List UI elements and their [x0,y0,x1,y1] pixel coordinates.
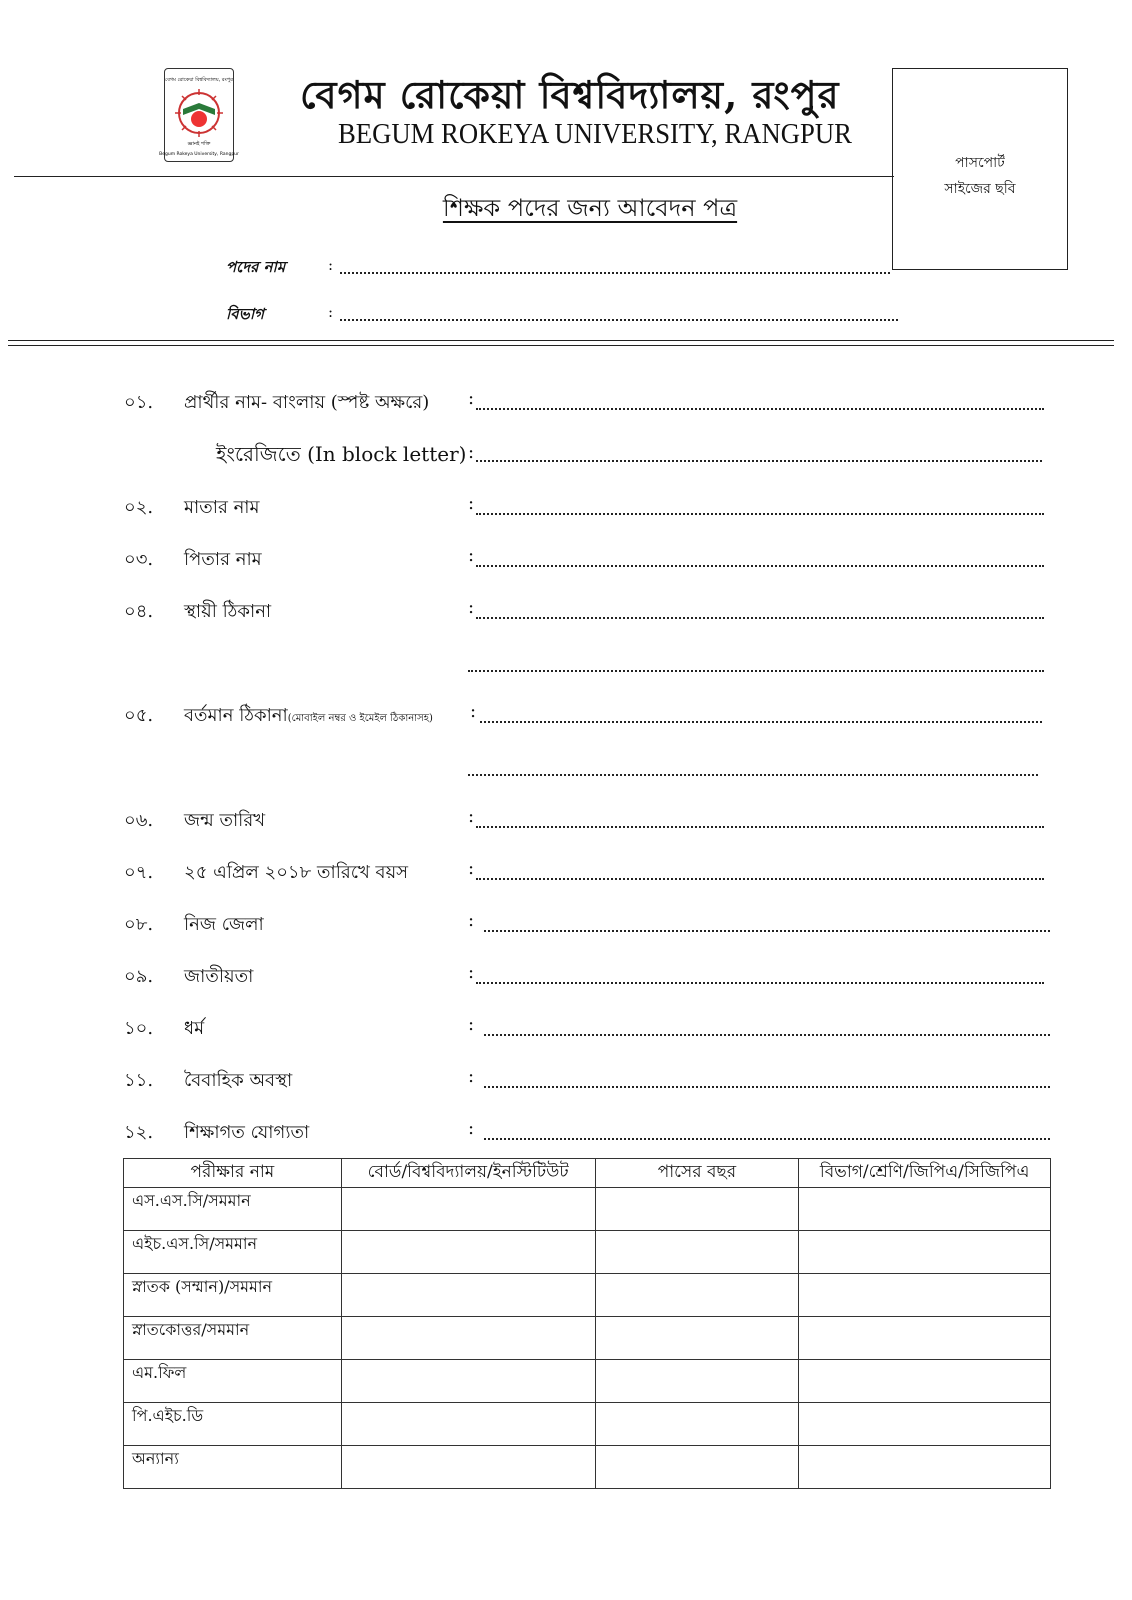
exam-name-cell: স্নাতক (সম্মান)/সমমান [124,1274,342,1317]
present-address-label-main: বর্তমান ঠিকানা [184,705,288,726]
row-colon: : [468,962,475,983]
table-row [124,1360,1051,1403]
board-cell[interactable] [341,1274,595,1317]
row-colon: : [468,1014,475,1035]
marital-status-label: বৈবাহিক অবস্থা [184,1070,293,1091]
present-address-label [184,701,433,732]
logo-top-text: বেগম রোকেয়া বিশ্ববিদ্যালয়, রংপুর [165,77,233,83]
row-number: ১০. [124,1018,154,1039]
section-divider-bottom [8,345,1114,346]
applicant-name-bn-label: প্রার্থীর নাম- বাংলায় (স্পষ্ট অক্ষরে) [184,392,430,413]
education-field[interactable] [484,1138,1050,1140]
row-number: ১২. [124,1122,154,1143]
post-name-label: পদের নাম [226,258,286,276]
table-row [124,1317,1051,1360]
header-divider [14,176,894,177]
board-cell[interactable] [341,1360,595,1403]
pass-year-cell[interactable] [595,1360,799,1403]
father-name-label: পিতার নাম [184,549,262,570]
present-address-label-note: (মোবাইল নম্বর ও ইমেইল ঠিকানাসহ) [287,713,433,724]
department-colon: : [328,303,334,321]
religion-field[interactable] [484,1034,1050,1036]
table-row [124,1446,1051,1489]
row-colon: : [468,858,475,879]
row-number: ১১. [124,1070,154,1091]
row-colon: : [468,388,475,409]
age-label: ২৫ এপ্রিল ২০১৮ তারিখে বয়স [184,862,409,883]
nationality-label: জাতীয়তা [184,966,254,987]
result-cell[interactable] [799,1274,1051,1317]
pass-year-cell[interactable] [595,1317,799,1360]
photo-caption-line1: পাসপোর্ট [955,155,1005,171]
department-label: বিভাগ [226,305,264,323]
post-name-colon: : [328,256,334,274]
birth-date-label: জন্ম তারিখ [184,810,266,831]
result-header: বিভাগ/শ্রেণি/জিপিএ/সিজিপিএ [799,1159,1051,1188]
row-colon: : [468,493,475,514]
row-colon: : [468,806,475,827]
table-row [124,1231,1051,1274]
result-cell[interactable] [799,1403,1051,1446]
row-number: ০১. [124,392,154,413]
row-colon: : [468,545,475,566]
row-colon: : [468,1066,475,1087]
applicant-name-bn-field[interactable] [476,408,1044,410]
table-row [124,1274,1051,1317]
exam-name-cell: পি.এইচ.ডি [124,1403,342,1446]
permanent-address-label: স্থায়ী ঠিকানা [184,601,272,622]
applicant-name-en-label: ইংরেজিতে (In block letter) [216,442,467,466]
post-name-field[interactable] [340,272,890,274]
pass-year-cell[interactable] [595,1403,799,1446]
university-logo [159,68,239,162]
home-district-field[interactable] [484,930,1050,932]
pass-year-cell[interactable] [595,1446,799,1489]
home-district-label: নিজ জেলা [184,914,264,935]
row-colon: : [468,597,475,618]
nationality-field[interactable] [476,982,1044,984]
education-table [123,1158,1051,1489]
birth-date-field[interactable] [476,826,1044,828]
permanent-address-field-line2[interactable] [468,670,1044,672]
pass-year-header: পাসের বছর [595,1159,799,1188]
board-cell[interactable] [341,1403,595,1446]
result-cell[interactable] [799,1446,1051,1489]
logo-bottom-text: Begum Rokeya University, Rangpur [159,152,239,157]
exam-name-cell: এম.ফিল [124,1360,342,1403]
mother-name-label: মাতার নাম [184,497,260,518]
result-cell[interactable] [799,1317,1051,1360]
row-number: ০৯. [124,966,154,987]
form-title: শিক্ষক পদের জন্য আবেদন পত্র [442,194,738,222]
pass-year-cell[interactable] [595,1231,799,1274]
exam-name-cell: এইচ.এস.সি/সমমান [124,1231,342,1274]
table-row [124,1188,1051,1231]
section-divider-top [8,340,1114,341]
marital-status-field[interactable] [484,1086,1050,1088]
permanent-address-field[interactable] [476,617,1044,619]
passport-photo-caption [892,150,1068,202]
result-cell[interactable] [799,1231,1051,1274]
result-cell[interactable] [799,1188,1051,1231]
exam-name-cell: স্নাতকোত্তর/সমমান [124,1317,342,1360]
present-address-field-line2[interactable] [468,774,1038,776]
row-colon: : [470,701,477,722]
row-number: ০৬. [124,810,154,831]
university-name-en: BEGUM ROKEYA UNIVERSITY, RANGPUR [338,118,852,150]
row-colon: : [468,442,475,463]
board-cell[interactable] [341,1188,595,1231]
row-number: ০২. [124,497,154,518]
row-number: ০৮. [124,914,154,935]
exam-name-cell: এস.এস.সি/সমমান [124,1188,342,1231]
age-field[interactable] [476,878,1044,880]
board-header: বোর্ড/বিশ্ববিদ্যালয়/ইনস্টিটিউট [341,1159,595,1188]
photo-caption-line2: সাইজের ছবি [944,181,1016,197]
exam-name-cell: অন্যান্য [124,1446,342,1489]
education-label: শিক্ষাগত যোগ্যতা [184,1122,310,1143]
applicant-name-en-field[interactable] [476,460,1042,462]
row-number: ০৭. [124,862,154,883]
row-number: ০৩. [124,549,154,570]
row-number: ০৫. [124,705,154,726]
logo-motto: জ্ঞানই শক্তি [187,141,211,147]
board-cell[interactable] [341,1317,595,1360]
father-name-field[interactable] [476,565,1044,567]
university-name-bn: বেগম রোকেয়া বিশ্ববিদ্যালয়, রংপুর [300,72,840,117]
department-field[interactable] [340,319,898,321]
present-address-field[interactable] [480,721,1042,723]
religion-label: ধর্ম [184,1018,205,1039]
row-colon: : [468,910,475,931]
pass-year-cell[interactable] [595,1274,799,1317]
board-cell[interactable] [341,1446,595,1489]
logo-emblem-icon [159,69,239,161]
table-header-row [124,1159,1051,1188]
mother-name-field[interactable] [476,513,1044,515]
row-colon: : [468,1118,475,1139]
result-cell[interactable] [799,1360,1051,1403]
board-cell[interactable] [341,1231,595,1274]
table-row [124,1403,1051,1446]
pass-year-cell[interactable] [595,1188,799,1231]
row-number: ০৪. [124,601,154,622]
exam-name-header: পরীক্ষার নাম [124,1159,342,1188]
